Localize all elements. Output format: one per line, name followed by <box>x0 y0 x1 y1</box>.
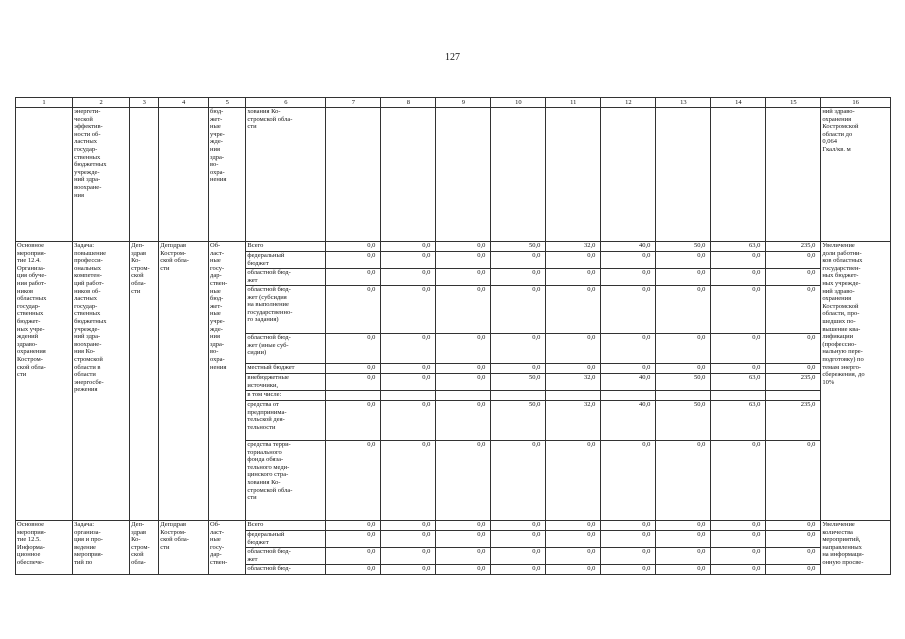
funding-value: 0,0 <box>436 374 491 391</box>
funding-value: 0,0 <box>326 242 381 252</box>
funding-value: 0,0 <box>436 269 491 286</box>
block1-expected-result: Увеличение доли работни- ков областных государствен- ных бюджет- ных учрежде- ний здраво- охранения Костромской области, про- шедших по- вышение ква- лификации (профессио- нальную пере- подготовку) по темам энерго- сбережения, до 10% <box>821 242 891 521</box>
column-number-7: 7 <box>326 98 381 108</box>
funding-value: 0,0 <box>546 269 601 286</box>
funding-value: 0,0 <box>491 565 546 575</box>
continuation-cell-12 <box>601 108 656 242</box>
funding-value: 0,0 <box>436 565 491 575</box>
funding-value: 0,0 <box>656 531 711 548</box>
funding-value: 0,0 <box>766 364 821 374</box>
funding-value: 0,0 <box>546 334 601 364</box>
funding-value <box>766 391 821 401</box>
funding-value: 0,0 <box>766 441 821 521</box>
funding-value: 0,0 <box>766 521 821 531</box>
funding-value: 0,0 <box>381 374 436 391</box>
funding-value: 50,0 <box>491 242 546 252</box>
funding-value: 0,0 <box>326 252 381 269</box>
funding-value: 0,0 <box>601 565 656 575</box>
funding-value: 0,0 <box>381 242 436 252</box>
funding-value: 0,0 <box>546 441 601 521</box>
funding-source-label: Всего <box>246 521 326 531</box>
funding-value: 235,0 <box>766 401 821 441</box>
column-number-15: 15 <box>766 98 821 108</box>
funding-value <box>601 391 656 401</box>
funding-value: 0,0 <box>326 286 381 334</box>
funding-value: 0,0 <box>326 334 381 364</box>
funding-value: 0,0 <box>381 364 436 374</box>
funding-value: 0,0 <box>546 521 601 531</box>
continuation-cell-8 <box>381 108 436 242</box>
funding-value: 0,0 <box>656 252 711 269</box>
funding-source-label: областной бюд- жет <box>246 269 326 286</box>
funding-value: 0,0 <box>601 548 656 565</box>
funding-value: 0,0 <box>326 401 381 441</box>
block1-responsible-executor: Деп- здрав Ко- стром- ской обла- сти <box>130 242 159 521</box>
funding-value: 0,0 <box>326 364 381 374</box>
page-number: 127 <box>445 52 460 63</box>
funding-value: 0,0 <box>436 521 491 531</box>
funding-value <box>546 391 601 401</box>
funding-value: 0,0 <box>381 548 436 565</box>
funding-value <box>711 391 766 401</box>
funding-value: 0,0 <box>326 531 381 548</box>
funding-value: 0,0 <box>326 565 381 575</box>
funding-source-label: Всего <box>246 242 326 252</box>
column-number-9: 9 <box>436 98 491 108</box>
funding-value: 50,0 <box>491 401 546 441</box>
funding-source-label: средства от предпринима- тельской дея- тельности <box>246 401 326 441</box>
funding-value <box>656 391 711 401</box>
funding-value: 0,0 <box>436 252 491 269</box>
funding-value: 0,0 <box>491 521 546 531</box>
funding-value: 32,0 <box>546 401 601 441</box>
funding-value: 0,0 <box>601 364 656 374</box>
column-number-14: 14 <box>711 98 766 108</box>
column-number-8: 8 <box>381 98 436 108</box>
funding-value: 0,0 <box>491 364 546 374</box>
column-number-10: 10 <box>491 98 546 108</box>
funding-value <box>326 391 381 401</box>
funding-value: 0,0 <box>491 252 546 269</box>
funding-value: 0,0 <box>381 334 436 364</box>
funding-value <box>381 391 436 401</box>
funding-value <box>491 391 546 401</box>
funding-value: 0,0 <box>766 269 821 286</box>
funding-value: 0,0 <box>491 286 546 334</box>
block2-participants: Об- ласт- ные госу- дар- ствен- <box>209 521 246 575</box>
funding-value: 0,0 <box>656 269 711 286</box>
funding-value: 0,0 <box>601 269 656 286</box>
funding-value: 0,0 <box>436 286 491 334</box>
funding-value: 0,0 <box>326 441 381 521</box>
funding-value: 0,0 <box>601 252 656 269</box>
column-number-3: 3 <box>130 98 159 108</box>
funding-value: 63,0 <box>711 374 766 391</box>
funding-value: 0,0 <box>381 269 436 286</box>
funding-value <box>436 391 491 401</box>
funding-value: 0,0 <box>766 548 821 565</box>
funding-value: 0,0 <box>326 374 381 391</box>
funding-value: 0,0 <box>546 364 601 374</box>
funding-source-label: областной бюд- жет (субсидия на выполнение государственно- го задания) <box>246 286 326 334</box>
funding-value: 0,0 <box>711 334 766 364</box>
funding-value: 0,0 <box>491 531 546 548</box>
block1-activity-name: Основное мероприя- тие 12.4. Организа- ция обуче- ния работ- ников областных государ- ственных бюджет- ных учре- ждений здраво- охранения Костром- ской обла- сти <box>16 242 73 521</box>
funding-value: 0,0 <box>766 252 821 269</box>
funding-value: 32,0 <box>546 374 601 391</box>
column-number-5: 5 <box>209 98 246 108</box>
funding-value: 0,0 <box>766 565 821 575</box>
funding-value: 0,0 <box>601 531 656 548</box>
funding-value: 0,0 <box>436 531 491 548</box>
continuation-cell-2: энергети- ческой эффектив- ности об- ластных государ- ственных бюджетных учрежде- ний здра- воохране- ния <box>73 108 130 242</box>
continuation-cell-16: ний здраво- охранения Костромской области до 0,064 Гкал/кв. м <box>821 108 891 242</box>
continuation-cell-4 <box>159 108 209 242</box>
funding-source-label: областной бюд- жет <box>246 548 326 565</box>
funding-value: 0,0 <box>381 252 436 269</box>
funding-value: 0,0 <box>436 548 491 565</box>
funding-value: 0,0 <box>326 521 381 531</box>
funding-source-label: федеральный бюджет <box>246 252 326 269</box>
funding-value: 0,0 <box>711 521 766 531</box>
funding-value: 0,0 <box>711 269 766 286</box>
funding-value: 0,0 <box>601 441 656 521</box>
funding-value: 63,0 <box>711 242 766 252</box>
continuation-cell-15 <box>766 108 821 242</box>
funding-value: 0,0 <box>711 441 766 521</box>
funding-value: 0,0 <box>436 441 491 521</box>
column-number-11: 11 <box>546 98 601 108</box>
funding-value: 0,0 <box>601 334 656 364</box>
column-number-13: 13 <box>656 98 711 108</box>
funding-source-label: средства терри- ториального фонда обяза- тельного меди- цинского стра- хования Ко- стромской обла- сти <box>246 441 326 521</box>
funding-source-label: местный бюджет <box>246 364 326 374</box>
continuation-cell-10 <box>491 108 546 242</box>
funding-value: 0,0 <box>381 565 436 575</box>
continuation-cell-1 <box>16 108 73 242</box>
block2-expected-result: Увеличение количества мероприятий, направленных на информаци- онную просве- <box>821 521 891 575</box>
column-number-2: 2 <box>73 98 130 108</box>
funding-value: 0,0 <box>656 521 711 531</box>
funding-value: 0,0 <box>546 286 601 334</box>
funding-value: 32,0 <box>546 242 601 252</box>
funding-value: 0,0 <box>491 269 546 286</box>
column-number-4: 4 <box>159 98 209 108</box>
funding-value: 50,0 <box>656 374 711 391</box>
funding-value: 50,0 <box>656 401 711 441</box>
continuation-cell-9 <box>436 108 491 242</box>
continuation-cell-11 <box>546 108 601 242</box>
funding-value: 0,0 <box>711 286 766 334</box>
funding-value: 0,0 <box>711 252 766 269</box>
funding-value: 235,0 <box>766 374 821 391</box>
funding-value: 0,0 <box>601 521 656 531</box>
funding-value: 0,0 <box>381 441 436 521</box>
funding-value: 0,0 <box>381 286 436 334</box>
block2-coexecutor: Депздрав Костром- ской обла- сти <box>159 521 209 575</box>
funding-value: 40,0 <box>601 401 656 441</box>
funding-value: 0,0 <box>766 531 821 548</box>
funding-value: 0,0 <box>766 286 821 334</box>
funding-value: 0,0 <box>546 252 601 269</box>
funding-value: 0,0 <box>436 401 491 441</box>
column-number-1: 1 <box>16 98 73 108</box>
funding-value: 0,0 <box>656 565 711 575</box>
funding-value: 50,0 <box>656 242 711 252</box>
block1-task-description: Задача: повышение професси- ональных компетен- ций работ- ников об- ластных государ- ственных бюджетных учрежде- ний здра- воохране- ния Ко- стромской области в области энергосбе- режения <box>73 242 130 521</box>
block1-coexecutor: Депздрав Костром- ской обла- сти <box>159 242 209 521</box>
funding-value: 63,0 <box>711 401 766 441</box>
continuation-cell-7 <box>326 108 381 242</box>
funding-value: 0,0 <box>381 521 436 531</box>
funding-source-label: федеральный бюджет <box>246 531 326 548</box>
funding-value: 235,0 <box>766 242 821 252</box>
funding-value: 50,0 <box>491 374 546 391</box>
funding-source-label: внебюджетные источники, <box>246 374 326 391</box>
funding-value: 0,0 <box>656 286 711 334</box>
funding-value: 40,0 <box>601 374 656 391</box>
continuation-cell-13 <box>656 108 711 242</box>
funding-value: 0,0 <box>546 565 601 575</box>
continuation-cell-6: хования Ко- стромской обла- сти <box>246 108 326 242</box>
funding-value: 0,0 <box>491 548 546 565</box>
funding-value: 0,0 <box>766 334 821 364</box>
block2-row <box>16 521 891 531</box>
continuation-row <box>16 108 891 242</box>
funding-value: 0,0 <box>546 548 601 565</box>
column-number-12: 12 <box>601 98 656 108</box>
column-number-16: 16 <box>821 98 891 108</box>
block2-activity-name: Основное мероприя- тие 12.5. Информа- ционное обеспече- <box>16 521 73 575</box>
funding-value: 0,0 <box>491 334 546 364</box>
continuation-cell-5: бюд- жет- ные учре- жде- ния здра- во- охра- нения <box>209 108 246 242</box>
continuation-cell-14 <box>711 108 766 242</box>
funding-source-label: областной бюд- жет (иные суб- сидии) <box>246 334 326 364</box>
funding-value: 0,0 <box>381 401 436 441</box>
funding-value: 0,0 <box>326 269 381 286</box>
block2-responsible-executor: Деп- здрав Ко- стром- ской обла- <box>130 521 159 575</box>
funding-source-label: в том числе: <box>246 391 326 401</box>
funding-value: 0,0 <box>436 364 491 374</box>
funding-value: 0,0 <box>381 531 436 548</box>
header-row <box>16 98 891 108</box>
funding-value: 0,0 <box>601 286 656 334</box>
block2-task-description: Задача: организа- ция и про- ведение мероприя- тий по <box>73 521 130 575</box>
funding-value: 40,0 <box>601 242 656 252</box>
funding-value: 0,0 <box>711 531 766 548</box>
funding-value: 0,0 <box>711 364 766 374</box>
program-table <box>15 97 891 575</box>
block1-row <box>16 242 891 252</box>
funding-value: 0,0 <box>436 334 491 364</box>
funding-value: 0,0 <box>656 441 711 521</box>
funding-value: 0,0 <box>546 531 601 548</box>
funding-value: 0,0 <box>656 334 711 364</box>
funding-value: 0,0 <box>436 242 491 252</box>
funding-value: 0,0 <box>711 548 766 565</box>
funding-value: 0,0 <box>326 548 381 565</box>
funding-value: 0,0 <box>656 548 711 565</box>
block1-participants: Об- ласт- ные госу- дар- ствен- ные бюд- жет- ные учре- жде- ния здра- во- охра- нения <box>209 242 246 521</box>
funding-value: 0,0 <box>711 565 766 575</box>
funding-value: 0,0 <box>656 364 711 374</box>
column-number-6: 6 <box>246 98 326 108</box>
funding-value: 0,0 <box>491 441 546 521</box>
continuation-cell-3 <box>130 108 159 242</box>
funding-source-label: областной бюд- <box>246 565 326 575</box>
